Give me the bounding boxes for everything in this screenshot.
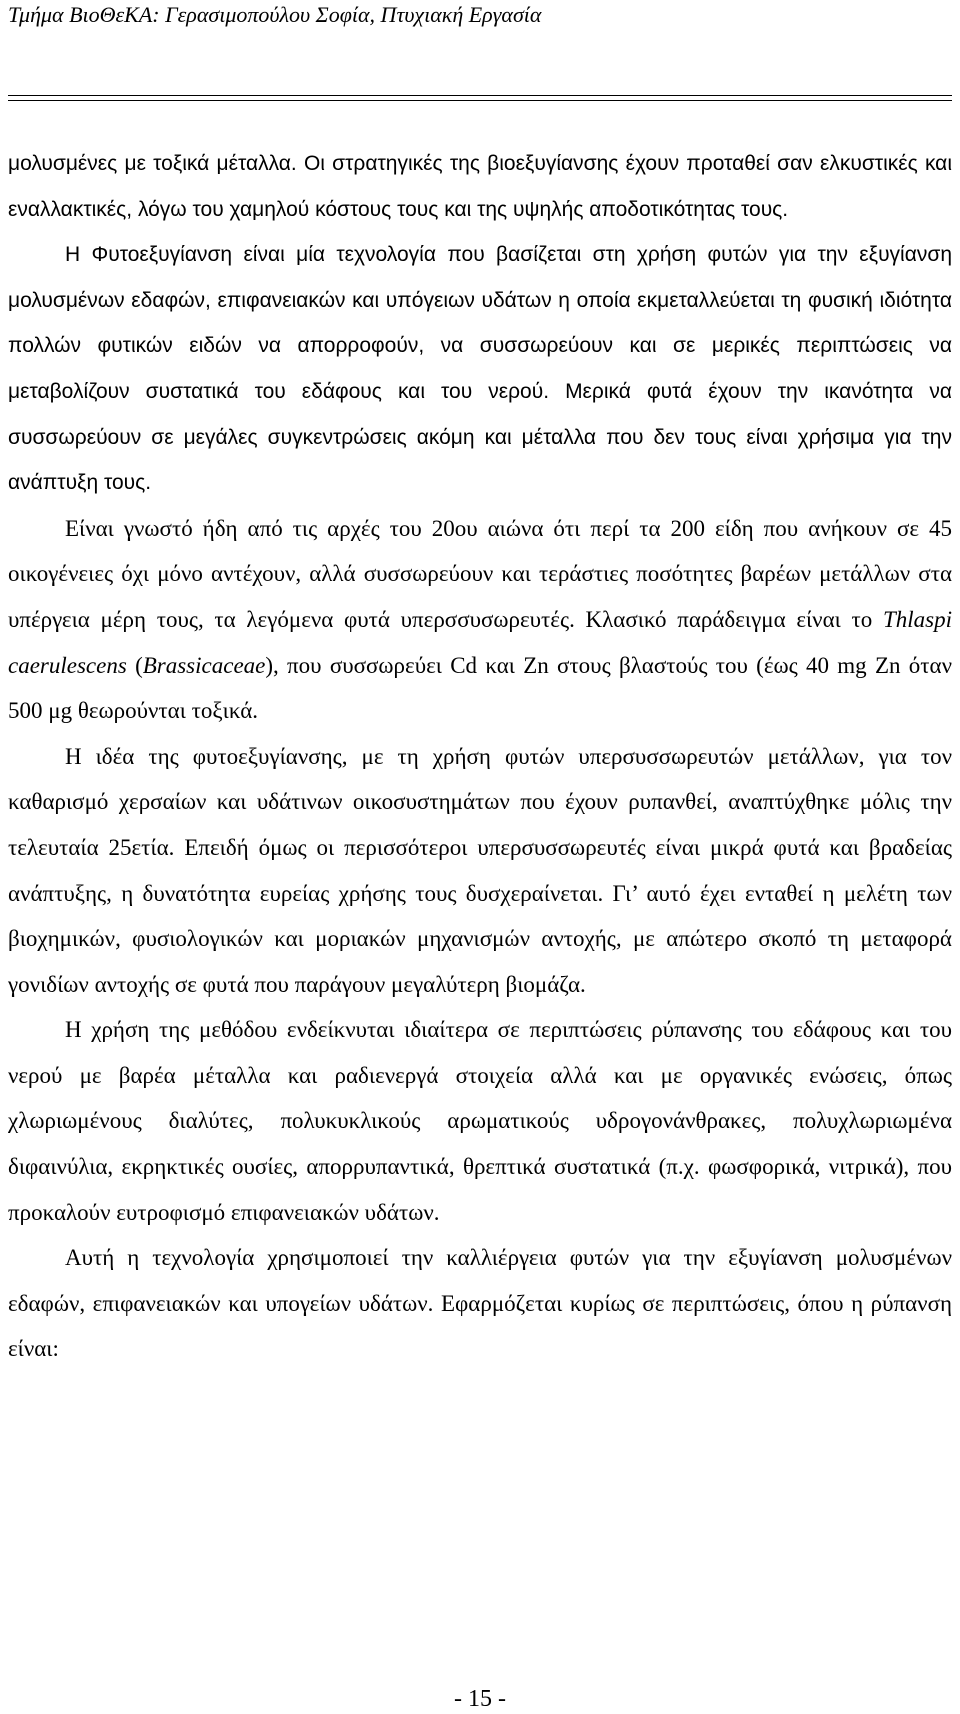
paragraph-2: Η Φυτοεξυγίανση είναι μία τεχνολογία που βασίζεται στη χρήση φυτών για την εξυγίανση μολυσμένων εδαφών, επιφανειακών και υπόγειων υδάτων η οποία εκμεταλλεύεται τη φυσική ιδιότητα πολλών φυτικών ειδών να απορροφούν, να συσσωρεύουν και σε μερικές περιπτώσεις να μεταβολίζουν συστατικά του εδάφους και του νερού. Μερικά φυτά έχουν την ικανότητα να συσσωρεύουν σε μεγάλες συγκεντρώσεις ακόμη και μέταλλα που δεν τους είναι χρήσιμα για την ανάπτυξη τους. [8, 243, 952, 495]
header-rule-top [8, 95, 952, 96]
paragraph-1: μολυσμένες με τοξικά μέταλλα. Οι στρατηγικές της βιοεξυγίανσης έχουν προταθεί σαν ελκυστικές και εναλλακτικές, λόγω του χαμηλού κόστους τους και της υψηλής αποδοτικότητας τους. [8, 152, 952, 221]
paragraph-4: Η ιδέα της φυτοεξυγίανσης, με τη χρήση φυτών υπερσυσσωρευτών μετάλλων, για τον καθαρισμό χερσαίων και υδάτινων οικοσυστημάτων που έχουν ρυπανθεί, αναπτύχθηκε μόλις την τελευταία 25ετία. Επειδή όμως οι περισσότεροι υπερσυσσωρευτές είναι μικρά φυτά και βραδείας ανάπτυξης, η δυνατότητα ευρείας χρήσης τους δυσχεραίνεται. Γι’ αυτό έχει ενταθεί η μελέτη των βιοχημικών, φυσιολογικών και μοριακών μηχανισμών αντοχής, με απώτερο σκοπό τη μεταφορά γονιδίων αντοχής σε φυτά που παράγουν μεγαλύτερη βιομάζα. [8, 743, 952, 997]
paragraph-3-text-c: ), που συσσωρεύει Cd και Zn στους βλαστούς του (έως 40 mg Zn όταν 500 μg θεωρούνται τοξικά. [8, 652, 952, 724]
paragraph-5: Η χρήση της μεθόδου ενδείκνυται ιδιαίτερα σε περιπτώσεις ρύπανσης του εδάφους και του νερού με βαρέα μέταλλα και ραδιενεργά στοιχεία αλλά και με οργανικές ενώσεις, όπως χλωριωμένους διαλύτες, πολυκυκλικούς αρωματικούς υδρογονάνθρακες, πολυχλωριωμένα διφαινύλια, εκρηκτικές ουσίες, απορρυπαντικά, θρεπτικά συστατικά (π.χ. φωσφορικά, νιτρικά), που προκαλούν ευτροφισμό επιφανειακών υδάτων. [8, 1017, 952, 1225]
page-header: Τμήμα ΒιοΘεΚΑ: Γερασιμοπούλου Σοφία, Πτυχιακή Εργασία [8, 2, 542, 27]
paragraph-3-text-b: ( [126, 652, 143, 678]
paragraph-3-text-a: Είναι γνωστό ήδη από τις αρχές του 20ου αιώνα ότι περί τα 200 είδη που ανήκουν σε 45 οικογένειες όχι μόνο αντέχουν, αλλά συσσωρεύουν και τεράστιες ποσότητες βαρέων μετάλλων στα υπέργεια μέρη τους, τα λεγόμενα φυτά υπερσσυσωρευτές. Κλασικό παράδειγμα είναι το [8, 515, 952, 632]
species-name: Thlaspi caerulescens [8, 606, 952, 678]
paragraph-3 [8, 506, 952, 734]
page-number: - 15 - [454, 1686, 506, 1712]
header-rule-bottom [8, 100, 952, 101]
document-body [8, 141, 952, 1372]
paragraph-6: Αυτή η τεχνολογία χρησιμοποιεί την καλλιέργεια φυτών για την εξυγίανση μολυσμένων εδαφών, επιφανειακών και υπογείων υδάτων. Εφαρμόζεται κυρίως σε περιπτώσεις, όπου η ρύπανση είναι: [8, 1245, 952, 1362]
family-name: Brassicaceae [142, 652, 266, 678]
